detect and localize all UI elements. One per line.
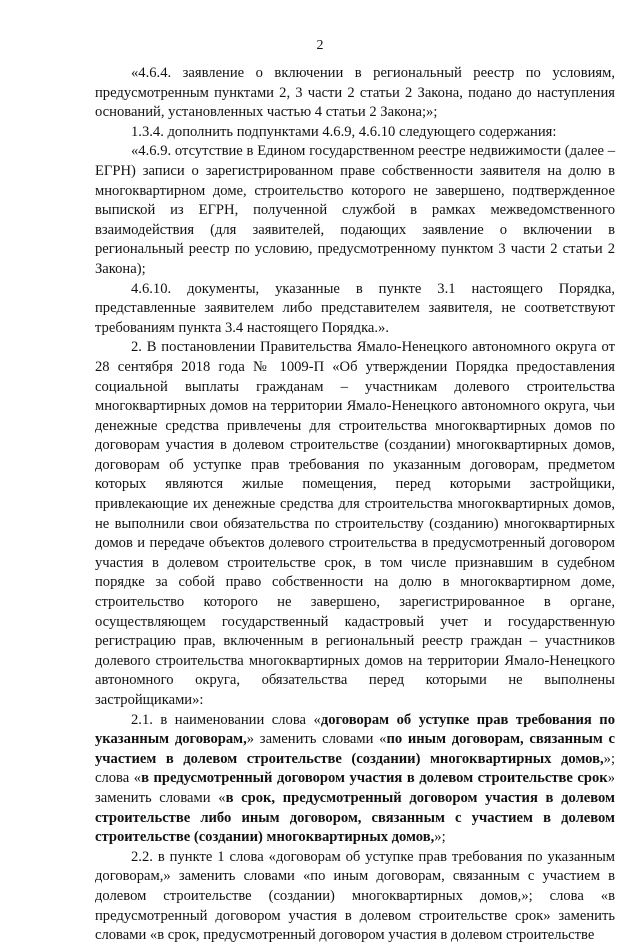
text-run: 2.1. в наименовании слова « [131, 711, 321, 728]
text-run: »; [434, 829, 446, 846]
paragraph [95, 123, 615, 143]
text-run: «4.6.4. заявление о включении в региональный реестр по условиям, предусмотренным пунктами 2, 3 части 2 статьи 2 Закона, подано до наступления оснований, установленных частью 4 статьи 2 Закона;»; [95, 65, 615, 121]
bold-text-run: договорам об уступке прав требования по указанным договорам, [95, 711, 615, 748]
text-run: 2. В постановлении Правительства Ямало-Ненецкого автономного округа от 28 сентября 2018 года № 1009-П «Об утверждении Порядка предоставления социальной выплаты гражданам – участникам долевого строительства многоквартирных домов на территории Ямало-Ненецкого автономного округа, чьи денежные средства привлечены для строительства многоквартирных домов по договорам участия в долевом строительстве (создании) многоквартирных домов, договорам об уступке прав требования по указанным договорам, предметом которых являются жилые помещения, перед которыми застройщики, привлекающие их денежные средства для строительства многоквартирных домов, не выполнили свои обязательства по строительству (созданию) многоквартирных домов и передаче объектов долевого строительства в предусмотренный договором участия в долевом строительстве срок, в том числе признавшим в судебном порядке за собой право собственности на долю в многоквартирном доме, строительство которого не завершено, зарегистрированное в органе, осуществляющем государственный кадастровый учет и государственную регистрацию прав, включенным в региональный реестр граждан – участников долевого строительства многоквартирных домов на территории Ямало-Ненецкого автономного округа, обязательства перед которыми не выполнены застройщиками»: [95, 339, 615, 708]
text-run: 1.3.4. дополнить подпунктами 4.6.9, 4.6.10 следующего содержания: [131, 123, 557, 140]
text-run: »; слова « [95, 750, 615, 787]
paragraph [95, 142, 615, 279]
bold-text-run: в предусмотренный договором участия в долевом строительстве срок [141, 770, 608, 787]
text-run: » заменить словами « [246, 731, 387, 748]
bold-text-run: по иным договорам, связанным с участием в долевом строительстве (создании) многоквартирных домов, [95, 731, 615, 767]
paragraph [95, 280, 615, 339]
text-run: «4.6.9. отсутствие в Едином государственном реестре недвижимости (далее – ЕГРН) записи о зарегистрированном праве собственности заявителя на долю в многоквартирном доме, строительство которого не завершено, подтвержденное выпиской из ЕГРН, полученной службой в рамках межведомственного взаимодействия (для заявителей, подающих заявление о включении в региональный реестр по условию, предусмотренному пунктом 3 части 2 статьи 2 Закона); [95, 143, 615, 277]
paragraph [95, 711, 615, 848]
page-number: 2 [316, 38, 324, 53]
text-run: 4.6.10. документы, указанные в пункте 3.1 настоящего Порядка, представленные заявителем либо представителем заявителя, не соответствуют требованиям пункта 3.4 настоящего Порядка.». [95, 280, 615, 336]
paragraph [95, 848, 615, 946]
paragraph [95, 338, 615, 710]
text-run: » заменить словами « [95, 770, 615, 806]
bold-text-run: в срок, предусмотренный договором участия в долевом строительстве либо иным договором, связанным с участием в долевом строительстве (создании) многоквартирных домов, [95, 789, 616, 846]
text-run: 2.2. в пункте 1 слова «договорам об уступке прав требования по указанным договорам,» заменить словами «по иным договорам, связанным с участием в долевом строительстве (создании) многоквартирных домов,»; слова «в предусмотренный договором участия в долевом строительстве срок» заменить словами «в срок, предусмотренный договором участия в долевом строительстве [95, 848, 615, 944]
paragraph [95, 64, 615, 123]
document-body [95, 64, 615, 946]
